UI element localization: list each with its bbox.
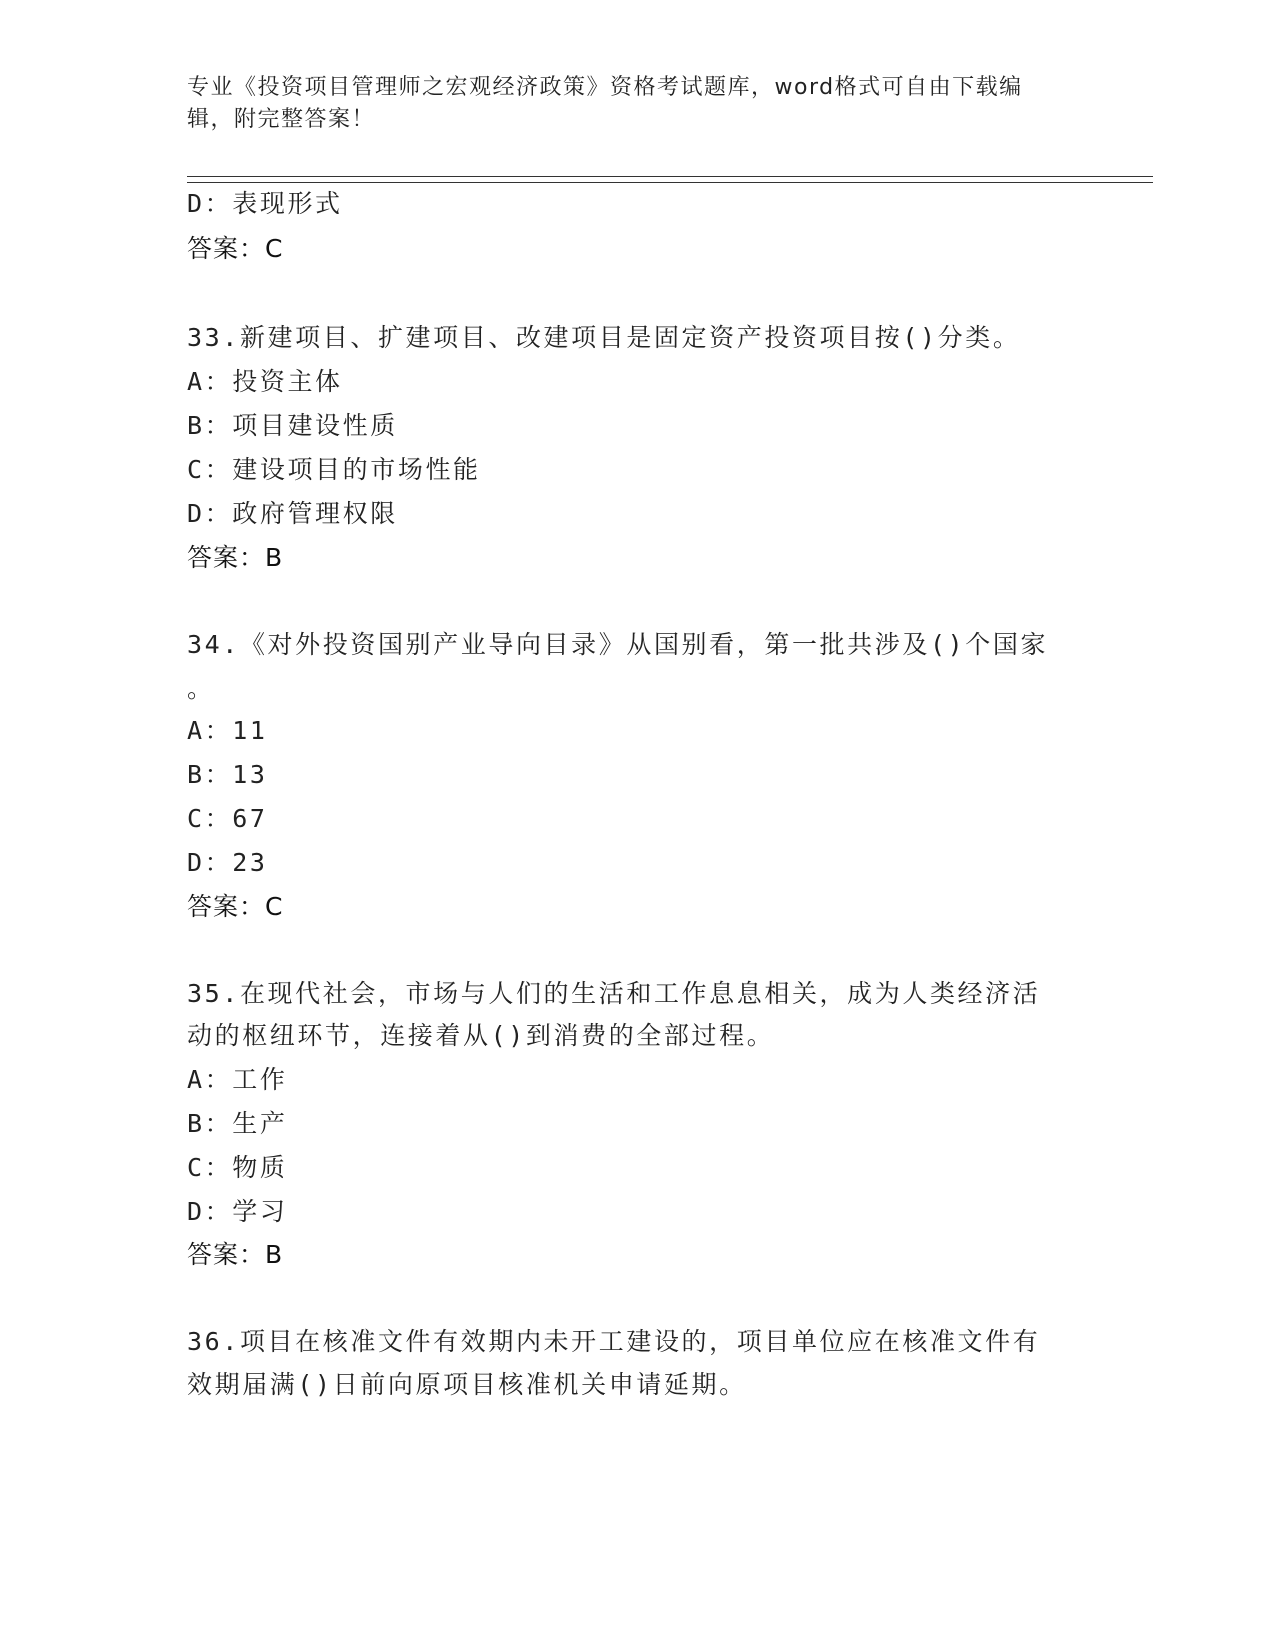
option-d: D：23 — [187, 848, 268, 877]
header-divider-bottom — [187, 182, 1153, 183]
question-stem: 33.新建项目、扩建项目、改建项目是固定资产投资项目按()分类。 — [187, 323, 1021, 352]
header-line-2: 辑，附完整答案！ — [187, 107, 376, 132]
answer-line: 答案：B — [187, 543, 284, 572]
option-c: C：67 — [187, 804, 268, 833]
question-stem-continued: 。 — [187, 674, 215, 703]
question-stem-continued: 效期届满()日前向原项目核准机关申请延期。 — [187, 1370, 747, 1399]
option-a: A：工作 — [187, 1065, 288, 1094]
option-a: A：11 — [187, 716, 268, 745]
header-line-1: 专业《投资项目管理师之宏观经济政策》资格考试题库，word格式可自由下载编 — [187, 75, 1023, 100]
answer-line: 答案：C — [187, 234, 284, 263]
option-b: B：13 — [187, 760, 268, 789]
question-stem: 34.《对外投资国别产业导向目录》从国别看，第一批共涉及()个国家 — [187, 630, 1049, 659]
question-stem-continued: 动的枢纽环节，连接着从()到消费的全部过程。 — [187, 1021, 775, 1050]
answer-line: 答案：C — [187, 892, 284, 921]
option-a: A：投资主体 — [187, 367, 343, 396]
header-divider-top — [187, 176, 1153, 177]
document-header — [187, 72, 1067, 136]
option-b: B：生产 — [187, 1109, 288, 1138]
option-c: C：物质 — [187, 1153, 288, 1182]
option-c: C：建设项目的市场性能 — [187, 455, 481, 484]
option-d: D：学习 — [187, 1197, 288, 1226]
question-stem: 35.在现代社会，市场与人们的生活和工作息息相关，成为人类经济活 — [187, 979, 1041, 1008]
option-d: D：政府管理权限 — [187, 499, 398, 528]
question-stem: 36.项目在核准文件有效期内未开工建设的，项目单位应在核准文件有 — [187, 1327, 1041, 1356]
option-d: D：表现形式 — [187, 189, 343, 218]
answer-line: 答案：B — [187, 1240, 284, 1269]
option-b: B：项目建设性质 — [187, 411, 398, 440]
